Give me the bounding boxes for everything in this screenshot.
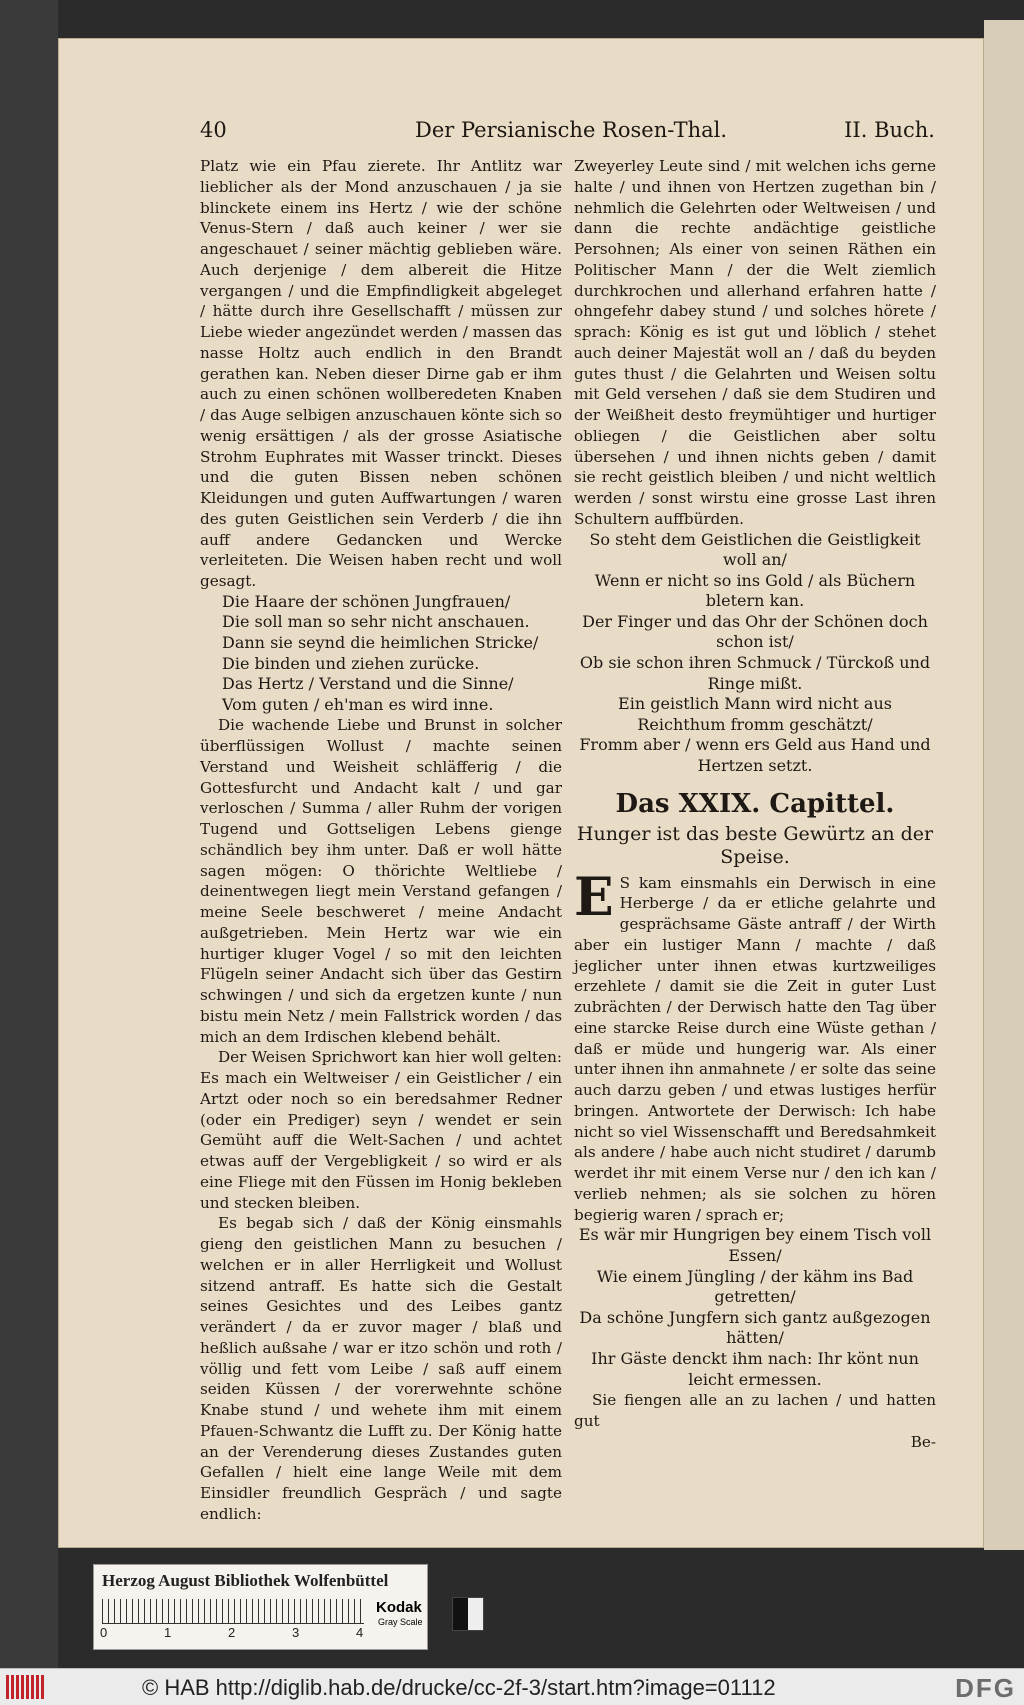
verse-block	[574, 530, 936, 777]
verse-line: Wenn er nicht so ins Gold / als Büchern bletern kan.	[594, 570, 916, 611]
catchword: Be-	[910, 1432, 936, 1451]
ruler-number: 3	[292, 1625, 300, 1640]
paragraph: Zweyerley Leute sind / mit welchen ichs gerne halte / und ihnen von Hertzen zugethan bin / nehmlich die Gelehrten oder Weltweisen / und dann die rechte andächtige geistliche Persohnen; Als einer von seinen Räthen ein Politischer Mann / der die Welt ziemlich durchkrochen und allerhand erfahren hatte / ohngefehr dabey stund / und solches hörete / sprach: König es ist gut und löblich / stehet auch deiner Majestät woll an / daß du beyden gutes thust / die Gelahrten und Weisen soltu mit Geld versehen / daß sie dem Studiren und der Weißheit desto freymühtiger und hurtiger obliegen / die Geistlichen aber soltu übersehen / und ihnen nichts geben / damit sie recht geistlich bleiben / und nicht weltlich werden / sonst wirstu eine grosse Last ihren Schultern auffbürden.	[574, 157, 936, 528]
ruler-number: 4	[356, 1625, 364, 1640]
verse-line: Vom guten / eh'man es wird inne.	[222, 694, 494, 714]
paragraph: Platz wie ein Pfau zierete. Ihr Antlitz war lieblicher als der Mond anzuschauen / ja sie blinckete einem ins Hertz / wie der schöne Venus-Stern / daß auch keiner / wer sie angeschauet / seiner mächtig geblieben wäre. Auch derjenige / dem albereit die Hitze vergangen / und die Empfindligkeit abgeleget / hätte durch ihre Gesellschafft / müssen zur Liebe wieder angezündet werden / massen das nasse Holtz auch endlich in den Brandt gerathen kan. Neben dieser Dirne gab er ihm auch zu einen schönen wollberedeten Knaben / das Auge selbigen anzuschauen könte sich so wenig ersättigen / als der grosse Asiatische Strohm Euphrates mit Wasser trinckt. Dieses und die guten Bissen neben schönen Kleidungen und guten Auffwartungen / waren des guten Geistlichen sein Verderb / die ihn auff andere Gedancken und Wercke verleiteten. Die Weisen haben recht und woll gesagt.	[200, 157, 562, 590]
next-page-edge	[984, 20, 1024, 1550]
ruler-scale	[102, 1599, 364, 1624]
verse-line: Die binden und ziehen zurücke.	[222, 653, 480, 673]
ruler-number: 2	[228, 1625, 236, 1640]
verse-line: Ob sie schon ihren Schmuck / Türckoß und Ringe mißt.	[579, 653, 931, 693]
gray-swatch	[452, 1597, 484, 1631]
page-number: 40	[200, 118, 227, 142]
paragraph: Der Weisen Sprichwort kan hier woll gelten: Es mach ein Weltweiser / ein Geistlicher / ein Artzt oder noch so ein beredsahmer Redner (oder ein Prediger) seyn / wendet er sein Gemüht auff die Welt-Sachen / und achtet etwas auff der Vergebligkeit / so wird er als eine Fliege mit den Füssen im Honig bekleben und stecken bleiben.	[200, 1048, 562, 1212]
verse-line: Dann sie seynd die heimlichen Stricke/	[222, 632, 539, 652]
paragraph-text: S kam einsmahls ein Derwisch in eine Herberge / da er etliche gelahrte und gesprächsame Gäste antraff / der Wirth aber ein lustiger Mann / machte / daß jeglicher unter ihnen etwas kurtzweiliges erzehlete / damit sie die Zeit in guter Lust zubrächten / der Derwisch hatte den Tag über eine starcke Reise durch eine Wüste gethan / daß er müde und hungerig war. Als einer unter ihnen ihn anmahnete / er solte das seine auch darzu geben / und etwas lustiges herfür bringen. Antwortete der Derwisch: Ich habe nicht so viel Wissenschafft und Beredsahmkeit als andere / habe auch nicht studiret / darumb werdet ihr mit einem Verse nur / den ich kan / verlieb nehmen; als sie solchen zu hören begierig waren / sprach er;	[574, 873, 936, 1224]
right-column	[574, 156, 936, 1452]
verse-line: Ein geistlich Mann wird nicht aus Reichthum fromm geschätzt/	[618, 694, 892, 734]
paragraph: Es begab sich / daß der König einsmahls gieng den geistlichen Mann zu besuchen / welchen er in aller Herrligkeit und Wollust sitzend antraff. Es hatte sich die Gestalt seines Gesichtes und des Leibes gantz verändert / da er zuvor mager / blaß und heßlich außsahe / war er itzo schön und roth / völlig und fett vom Leibe / saß auff einem seiden Küssen / der vorerwehnte schöne Knabe stund / und wehete ihm mit einem Pfauen-Schwantz die Lufft zu. Der König hatte an der Verenderung dieses Zustandes guten Gefallen / hielt eine lange Weile mit dem Einsidler freundlich Gespräch / und sagte endlich:	[200, 1214, 562, 1523]
library-name: Herzog August Bibliothek Wolfenbüttel	[102, 1571, 389, 1590]
running-title: Der Persianische Rosen-Thal.	[415, 118, 728, 142]
verse-line: Der Finger und das Ohr der Schönen doch schon ist/	[582, 611, 928, 652]
left-column	[200, 156, 562, 1525]
paragraph: Die wachende Liebe und Brunst in solcher überflüssigen Wollust / machte seinen Verstand und Weisheit schläfferig / die Gottesfurcht und Andacht kalt / und gar verloschen / Summa / aller Ruhm der vorigen Tugend und Gottseligen Lebens gienge schändlich bey ihm unter. Daß er woll hätte sagen mögen: O thörichte Weltliebe / deinentwegen liegt mein Verstand gefangen / meine Seele beschweret / meine Andacht außgetrieben. Mein Hertz war wie ein hurtiger kluger Vogel / so mit den leichten Flügeln seiner Andacht sich über das Gestirn schwingen / und sich da ergetzen kunte / nun bistu mein Netz / mein Fallstrick worden / das mich an dem Irdischen klebend behält.	[200, 716, 562, 1046]
kodak-subtitle: Gray Scale	[378, 1617, 423, 1627]
book-number: II. Buch.	[844, 118, 935, 142]
chapter-subtitle: Hunger ist das beste Gewürtz an der Speise.	[576, 822, 934, 868]
ruler-number: 0	[100, 1625, 108, 1640]
page-header	[200, 118, 935, 150]
barcode-icon	[6, 1675, 46, 1699]
verse-line: Die soll man so sehr nicht anschauen.	[222, 612, 530, 632]
verse-line: Das Hertz / Verstand und die Sinne/	[222, 674, 514, 694]
verse-line: Wie einem Jüngling / der kähm ins Bad getretten/	[596, 1266, 914, 1307]
book-spine-shadow	[0, 0, 58, 1704]
paragraph	[574, 866, 936, 1226]
verse-line: So steht dem Geistlichen die Geistligkeit woll an/	[589, 529, 921, 570]
ruler-number: 1	[164, 1625, 172, 1640]
verse-line: Es wär mir Hungrigen bey einem Tisch voll Essen/	[578, 1225, 932, 1265]
verse-block	[200, 592, 562, 716]
kodak-logo: Kodak	[376, 1599, 422, 1616]
verse-line: Da schöne Jungfern sich gantz außgezogen hätten/	[579, 1307, 931, 1348]
library-color-scale	[93, 1564, 428, 1650]
footer-url[interactable]: © HAB http://diglib.hab.de/drucke/cc-2f-3/start.htm?image=01112	[142, 1675, 776, 1700]
chapter-title: Das XXIX. Capittel.	[615, 788, 895, 819]
drop-capital: E	[574, 866, 614, 928]
verse-line: Fromm aber / wenn ers Geld aus Hand und Hertzen setzt.	[579, 735, 931, 776]
verse-block	[574, 1225, 936, 1390]
verse-line: Die Haare der schönen Jungfrauen/	[222, 591, 511, 611]
dfg-logo: DFG	[955, 1673, 1016, 1703]
paragraph: Sie fiengen alle an zu lachen / und hatten gut	[574, 1391, 936, 1430]
verse-line: Ihr Gäste denckt ihm nach: Ihr könt nun leicht ermessen.	[591, 1348, 919, 1389]
footer-bar	[0, 1668, 1024, 1705]
